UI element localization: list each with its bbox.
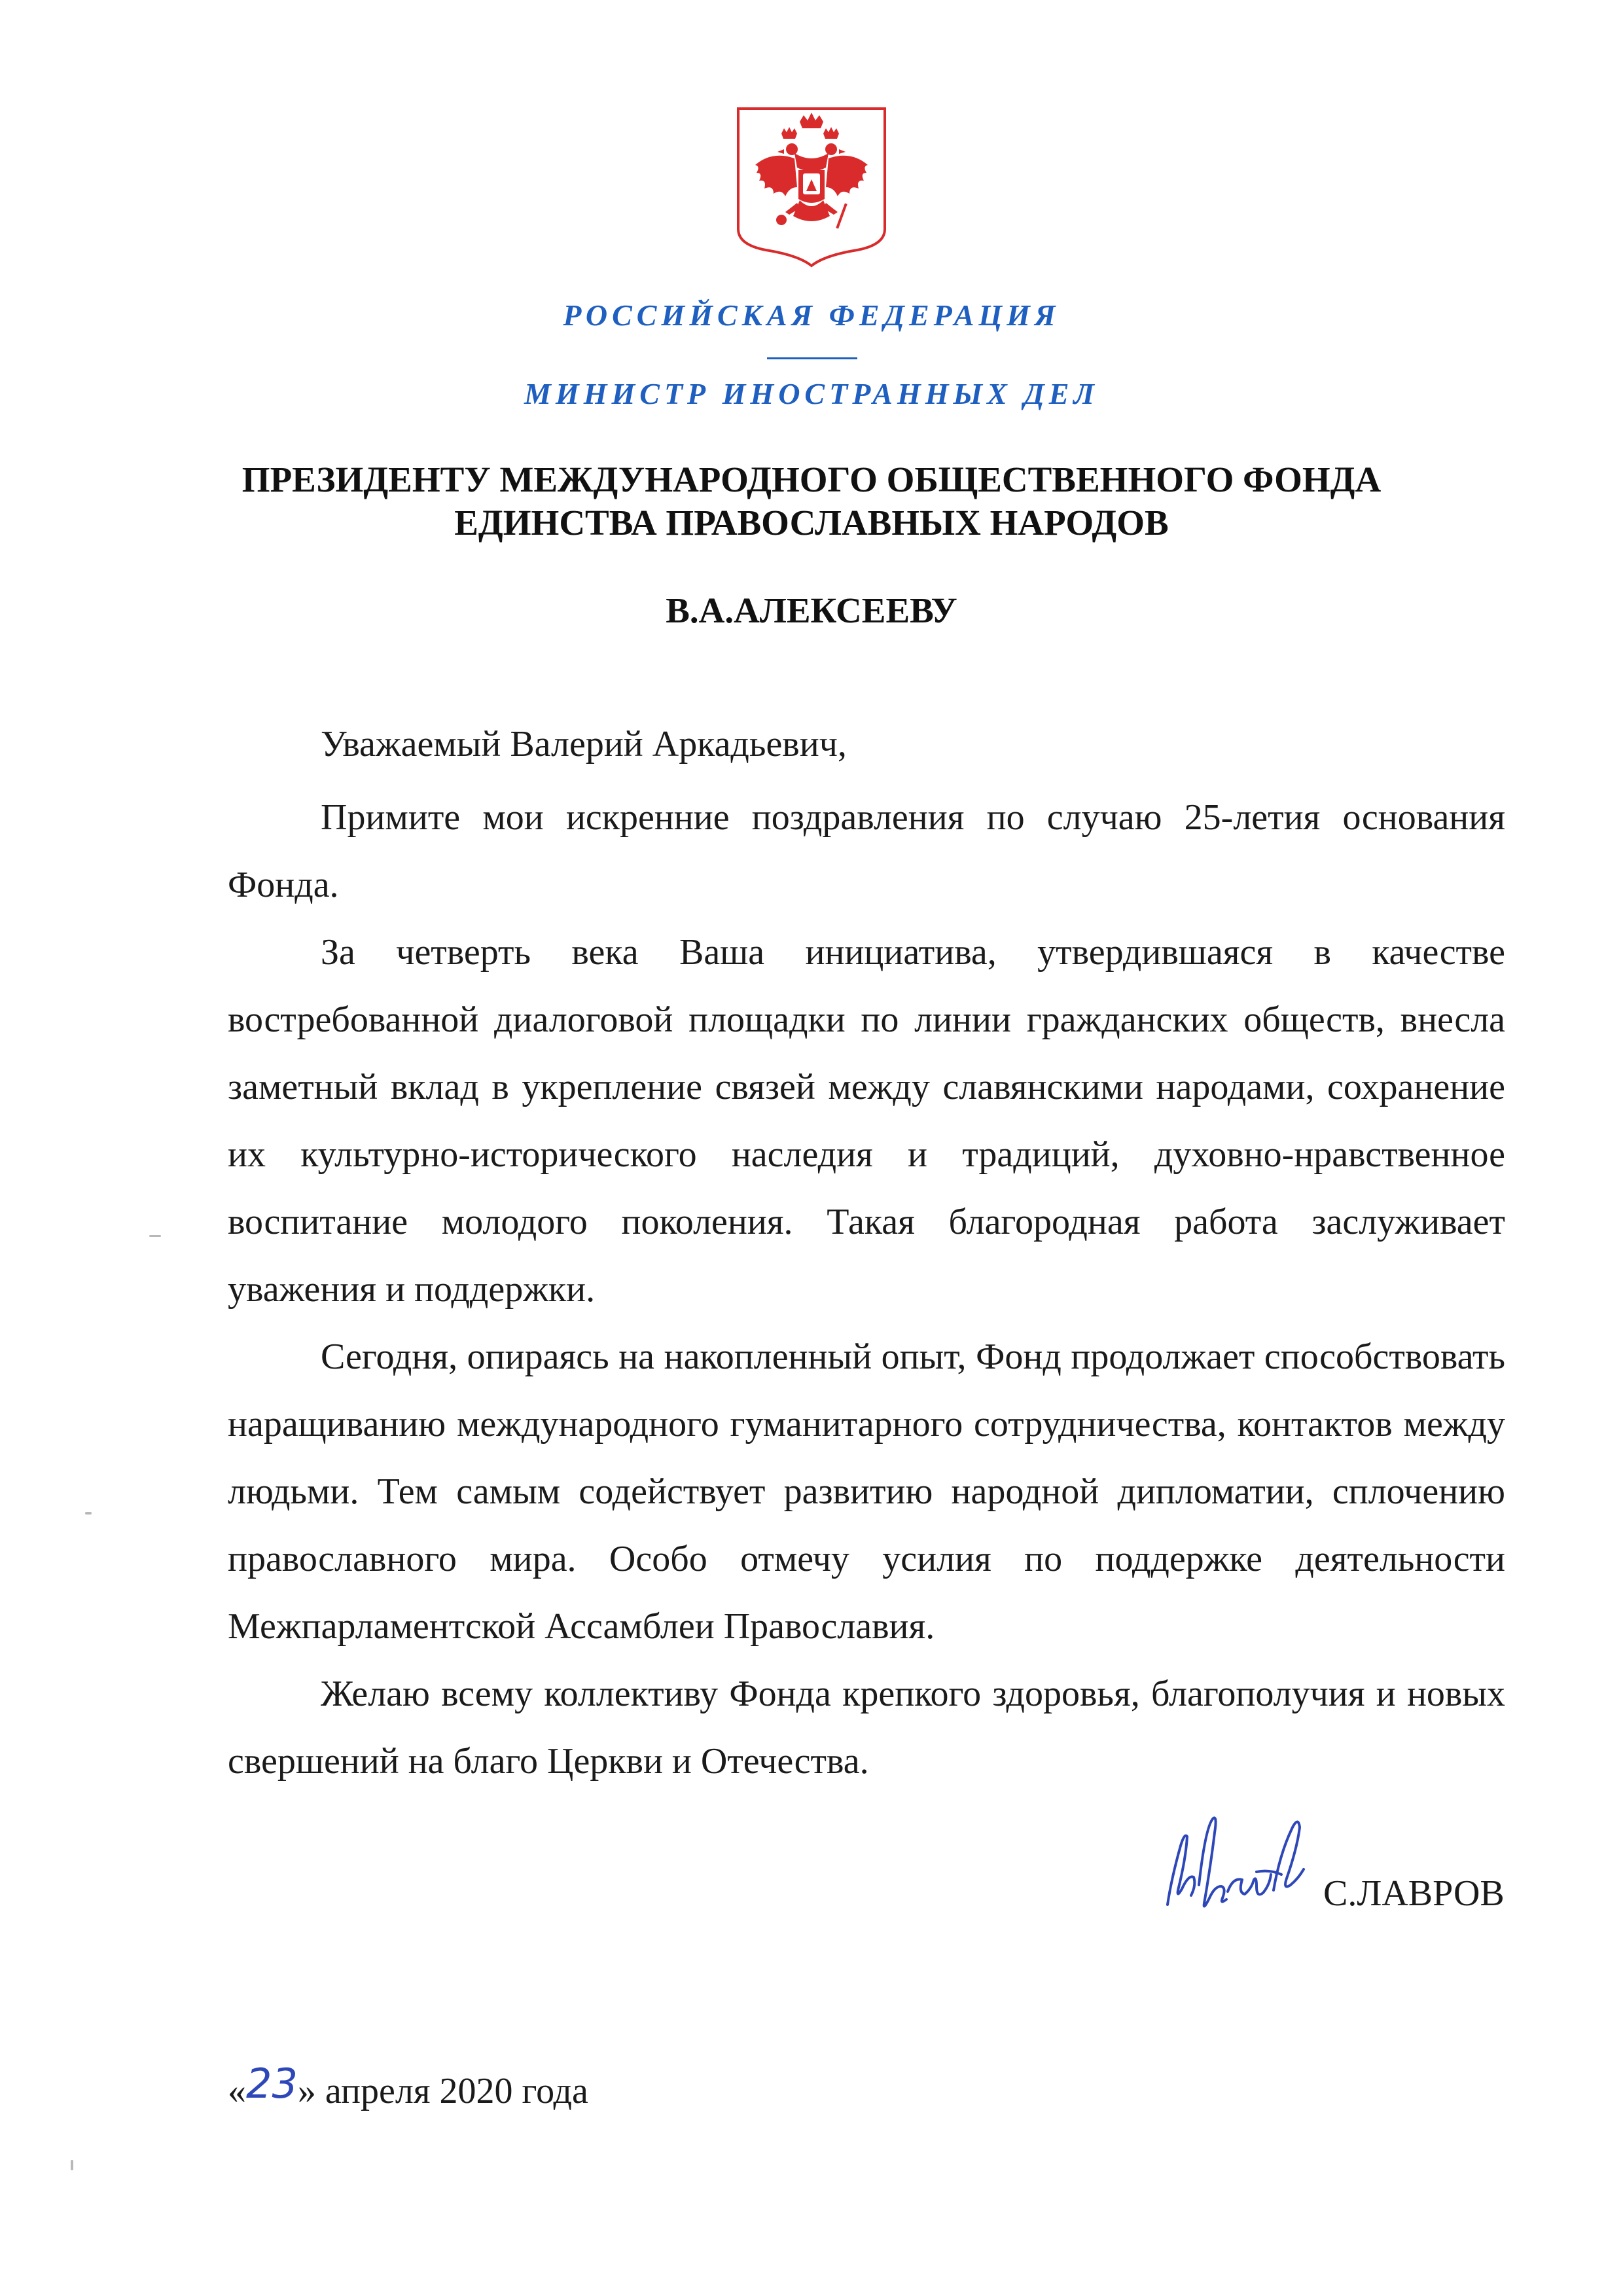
scan-speck xyxy=(149,1235,161,1237)
date-open-quote: « xyxy=(228,2071,246,2111)
letterhead-office: МИНИСТР ИНОСТРАННЫХ ДЕЛ xyxy=(524,377,1099,410)
letter-body xyxy=(228,784,1505,1795)
paragraph: За четверть века Ваша инициатива, утвердившаяся в качестве востребованной диалоговой площадки по линии гражданских обществ, внесла заметный вклад в укрепление связей между славянскими народами, сохранение их культурно-исторического наследия и традиций, духовно-нравственное воспитание молодого поколения. Такая благородная работа заслуживает уважения и поддержки. xyxy=(228,932,1505,1310)
signatory-name: С.ЛАВРОВ xyxy=(1323,1873,1505,1914)
salutation: Уважаемый Валерий Аркадьевич, xyxy=(321,724,847,764)
scan-speck xyxy=(71,2160,73,2170)
handwritten-signature-icon xyxy=(1158,1806,1322,1918)
russian-coat-of-arms-icon xyxy=(726,105,897,268)
date-rest: апреля 2020 года xyxy=(315,2071,588,2111)
letterhead-divider xyxy=(767,357,857,359)
paragraph: Желаю всему коллективу Фонда крепкого здоровья, благополучия и новых свершений на благо Церкви и Отечества. xyxy=(228,1674,1505,1782)
date-day-handwritten: 23 xyxy=(246,2060,298,2108)
addressee-title-line-2: ЕДИНСТВА ПРАВОСЛАВНЫХ НАРОДОВ xyxy=(454,503,1169,543)
addressee-title-line-1: ПРЕЗИДЕНТУ МЕЖДУНАРОДНОГО ОБЩЕСТВЕННОГО ФОНДА xyxy=(241,459,1382,499)
date-close-quote: » xyxy=(297,2071,316,2111)
letterhead-country: РОССИЙСКАЯ ФЕДЕРАЦИЯ xyxy=(563,298,1060,332)
paragraph: Сегодня, опираясь на накопленный опыт, Фонд продолжает способствовать наращиванию международного гуманитарного сотрудничества, контактов между людьми. Тем самым содействует развитию народной дипломатии, сплочению православного мира. Особо отмечу усилия по поддержке деятельности Межпарламентской Ассамблеи Православия. xyxy=(228,1336,1505,1647)
scan-speck xyxy=(85,1512,92,1515)
addressee-name: В.А.АЛЕКСЕЕВУ xyxy=(666,590,957,630)
paragraph: Примите мои искренние поздравления по случаю 25-летия основания Фонда. xyxy=(228,797,1505,905)
letter-date xyxy=(228,2060,588,2117)
